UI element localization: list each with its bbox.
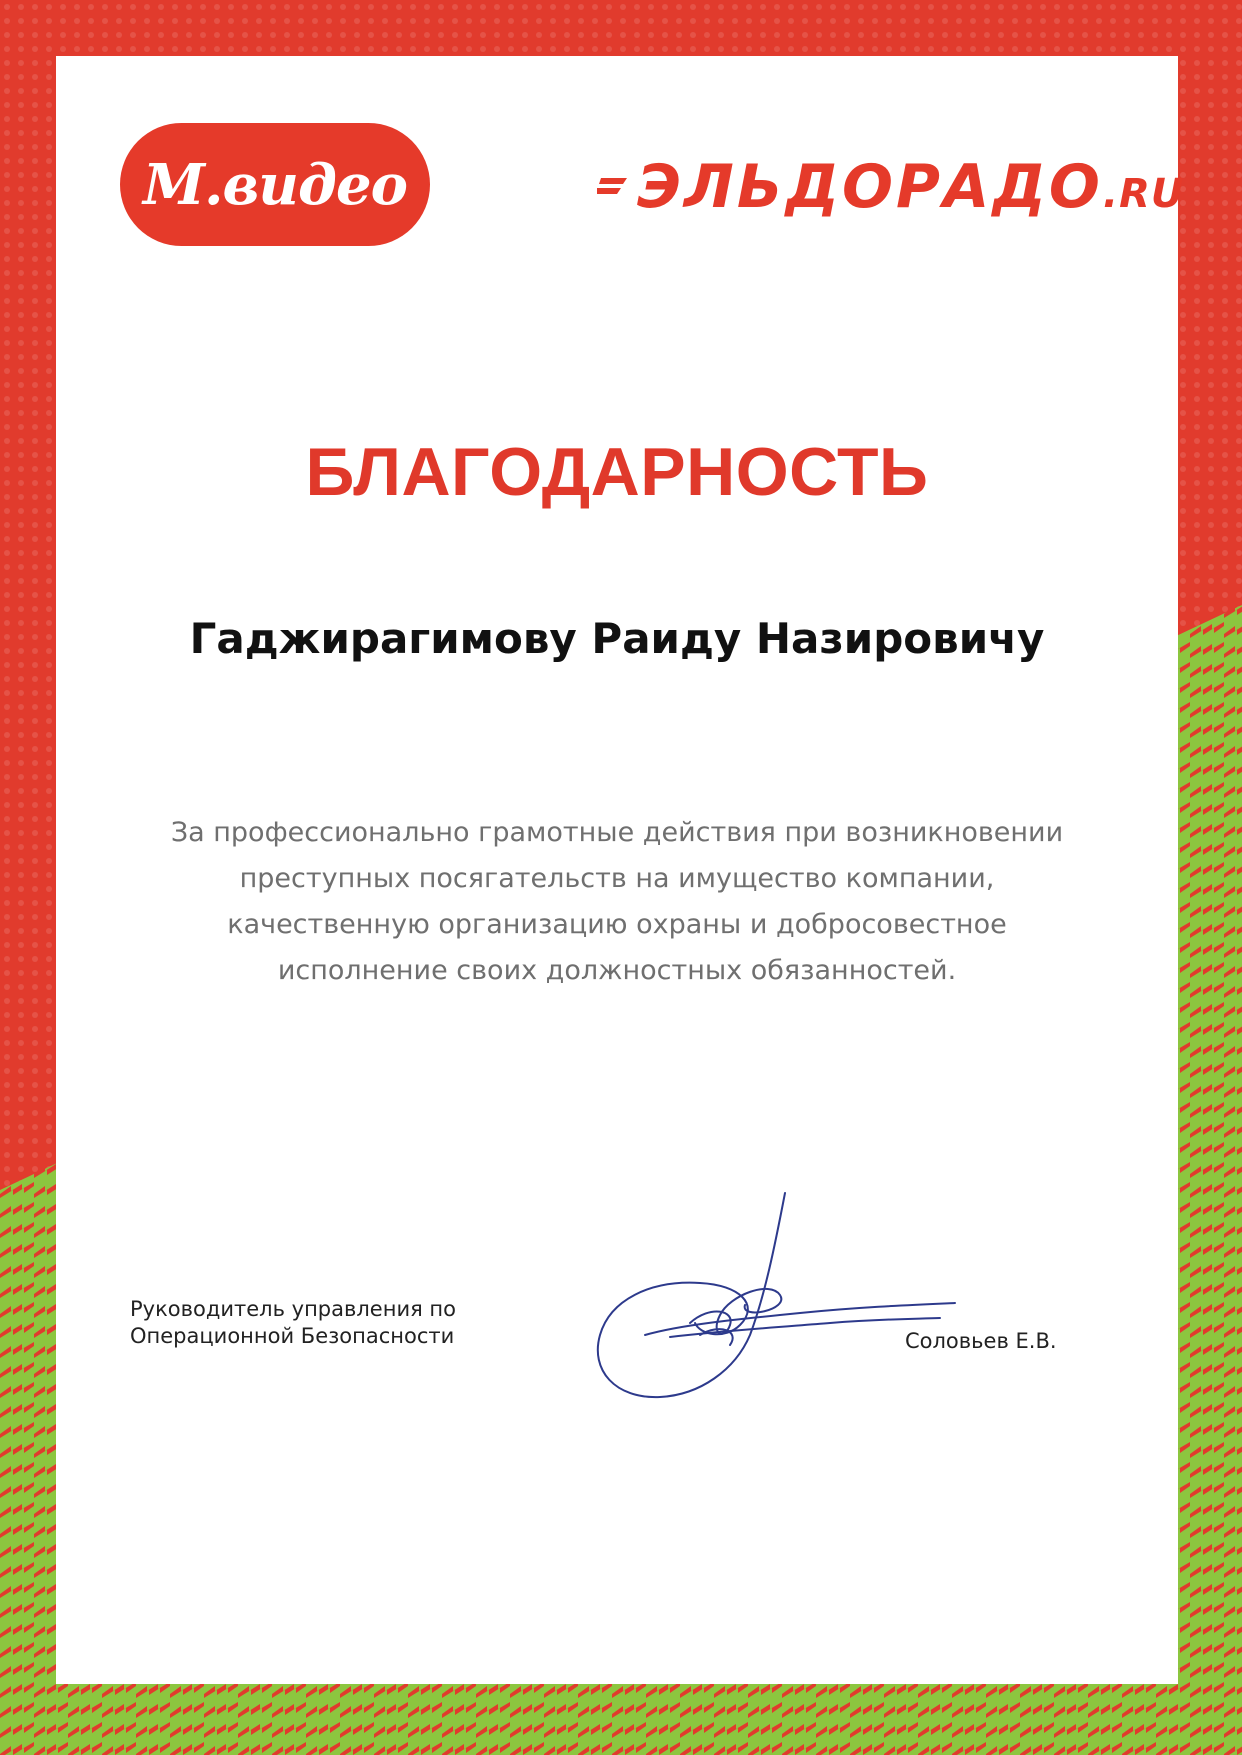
certificate-body xyxy=(56,810,1178,994)
recipient-name: Гаджирагимову Раиду Назировичу xyxy=(189,614,1045,663)
mvideo-logo xyxy=(120,123,430,246)
signatory-position xyxy=(130,1296,456,1350)
eldorado-logo xyxy=(585,148,1185,228)
signatory-position-line: Руководитель управления по xyxy=(130,1297,456,1321)
body-line: За профессионально грамотные действия при возникновении xyxy=(170,817,1064,848)
body-line: исполнение своих должностных обязанностей. xyxy=(277,955,957,986)
eldorado-logo-text xyxy=(637,154,1184,227)
mvideo-logo-text: М.видео xyxy=(143,151,407,218)
signatory-name: Соловьев Е.В. xyxy=(905,1329,1057,1353)
body-line: качественную организацию охраны и добросовестное xyxy=(227,909,1007,940)
eldorado-tld: .RU xyxy=(1102,171,1185,217)
body-line: преступных посягательств на имущество компании, xyxy=(239,863,995,894)
signatory-position-line: Операционной Безопасности xyxy=(130,1324,455,1348)
handwritten-signature xyxy=(570,1185,960,1405)
certificate-title: БЛАГОДАРНОСТЬ xyxy=(305,434,929,510)
eldorado-name: ЭЛЬДОРАДО xyxy=(637,152,1103,222)
